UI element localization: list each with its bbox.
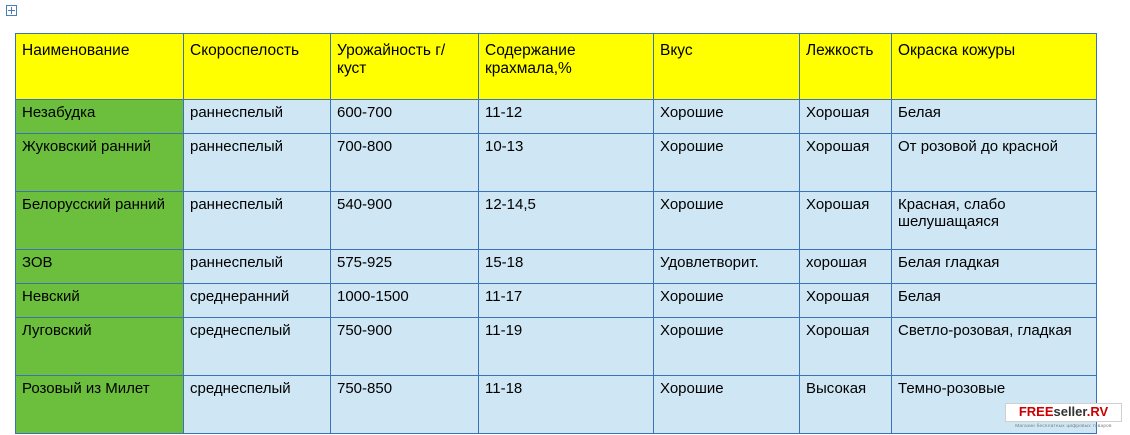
column-header: Окраска кожуры [892,34,1097,100]
variety-name-cell: Невский [16,284,184,318]
table-cell: раннеспелый [184,192,331,250]
table-cell: Хорошие [654,100,800,134]
table-cell: Белая гладкая [892,250,1097,284]
watermark-free: FREE [1018,403,1054,419]
table-row [16,250,1097,284]
column-header: Лежкость [800,34,892,100]
table-cell: Хорошие [654,192,800,250]
table-cell: 11-19 [479,318,654,376]
table-cell: Хорошие [654,284,800,318]
table-cell: 575-925 [331,250,479,284]
table-row [16,318,1097,376]
table-header-row [16,34,1097,100]
watermark-logo [1005,403,1122,422]
table-cell: Удовлетворит. [654,250,800,284]
column-header: Вкус [654,34,800,100]
watermark-seller: seller [1053,403,1087,419]
table-cell: раннеспелый [184,100,331,134]
table-cell: 12-14,5 [479,192,654,250]
table-cell: Темно-розовые [892,376,1097,434]
table-cell: Хорошие [654,134,800,192]
table-cell: Хорошая [800,192,892,250]
table-cell: 11-17 [479,284,654,318]
table-cell: Хорошие [654,376,800,434]
table-row [16,100,1097,134]
table-cell: Белая [892,284,1097,318]
table-cell: 15-18 [479,250,654,284]
table-cell: 700-800 [331,134,479,192]
table-cell: Белая [892,100,1097,134]
table-cell: 750-900 [331,318,479,376]
watermark-tagline: Магазин бесплатных цифровых товаров [1015,422,1112,428]
potato-varieties-table-wrapper [15,33,1097,434]
variety-name-cell: Жуковский ранний [16,134,184,192]
table-cell: Хорошая [800,318,892,376]
variety-name-cell: Белорусский ранний [16,192,184,250]
table-cell: хорошая [800,250,892,284]
watermark [1005,403,1122,428]
table-row [16,134,1097,192]
table-cell: 540-900 [331,192,479,250]
table-cell: Хорошая [800,100,892,134]
table-cell: Высокая [800,376,892,434]
table-cell: 11-18 [479,376,654,434]
potato-varieties-table [15,33,1097,434]
variety-name-cell: Луговский [16,318,184,376]
column-header: Урожайность г/куст [331,34,479,100]
table-cell: раннеспелый [184,134,331,192]
table-cell: От розовой до красной [892,134,1097,192]
table-cell: 11-12 [479,100,654,134]
move-handle-icon [6,5,17,16]
table-row [16,376,1097,434]
column-header: Содержание крахмала,% [479,34,654,100]
table-cell: 10-13 [479,134,654,192]
table-row [16,192,1097,250]
table-cell: 750-850 [331,376,479,434]
table-cell: Хорошие [654,318,800,376]
table-cell: раннеспелый [184,250,331,284]
table-cell: 600-700 [331,100,479,134]
table-cell: Хорошая [800,134,892,192]
table-cell: среднеспелый [184,376,331,434]
watermark-rv: .RV [1086,403,1109,419]
variety-name-cell: ЗОВ [16,250,184,284]
column-header: Скороспелость [184,34,331,100]
table-cell: среднеспелый [184,318,331,376]
column-header: Наименование [16,34,184,100]
table-row [16,284,1097,318]
variety-name-cell: Незабудка [16,100,184,134]
table-cell: 1000-1500 [331,284,479,318]
variety-name-cell: Розовый из Милет [16,376,184,434]
table-cell: Светло-розовая, гладкая [892,318,1097,376]
table-cell: Хорошая [800,284,892,318]
table-cell: среднеранний [184,284,331,318]
table-cell: Красная, слабо шелушащаяся [892,192,1097,250]
